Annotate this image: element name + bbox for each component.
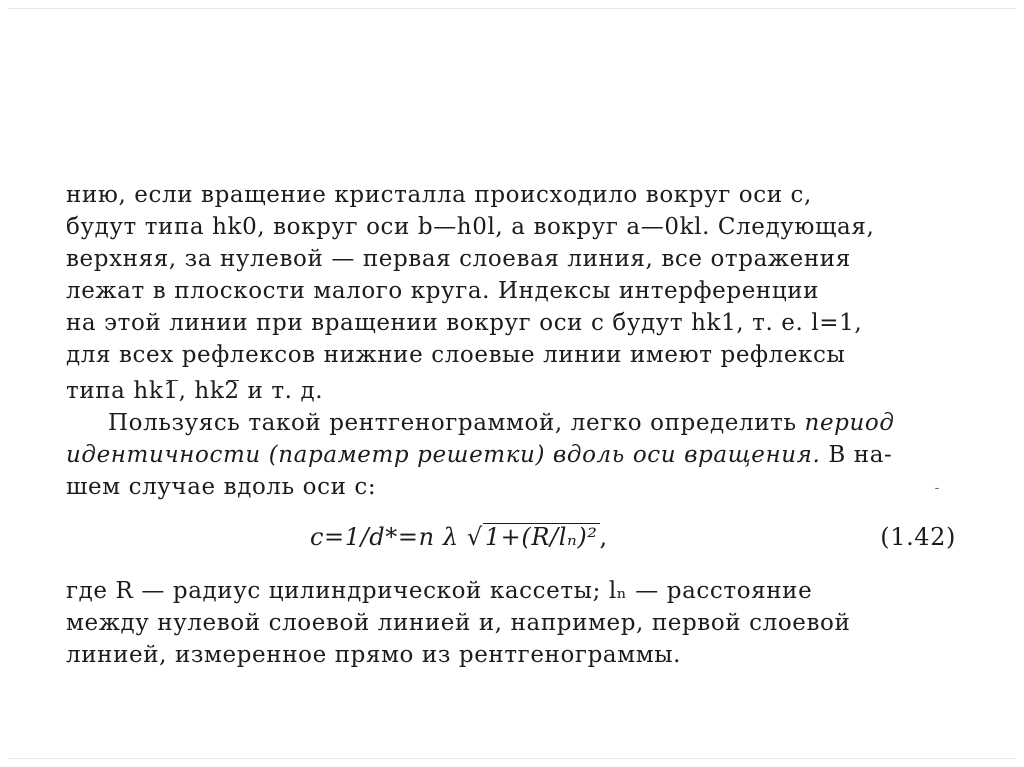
formula-end: ,	[599, 523, 608, 551]
text-line-2: будут типа hk0, вокруг оси b—h0l, а вокруг a—0kl. Следующая,	[66, 214, 875, 240]
text-line-6: для всех рефлексов нижние слоевые линии имеют рефлексы	[66, 342, 846, 368]
paragraph2-line-1	[108, 408, 895, 438]
text-line-3: верхняя, за нулевой — первая слоевая линия, все отражения	[66, 246, 851, 272]
scanned-page	[60, 180, 970, 670]
scan-speck: -	[934, 480, 940, 496]
paragraph3-line-3: линией, измеренное прямо из рентгенограммы.	[66, 642, 682, 668]
frame-bottom-line	[8, 758, 1016, 759]
paragraph2-line-1-text: Пользуясь такой рентгенограммой, легко определить	[108, 410, 805, 436]
paragraph3-line-1: где R — радиус цилиндрической кассеты; lₙ — расстояние	[66, 578, 813, 604]
text-line-1: нию, если вращение кристалла происходило вокруг оси c,	[66, 182, 812, 208]
text-line-4: лежат в плоскости малого круга. Индексы интерференции	[66, 278, 820, 304]
paragraph2-line-3: шем случае вдоль оси c:	[66, 474, 377, 500]
formula-radicand: 1+(R/lₙ)²	[484, 523, 598, 551]
text-line-5: на этой линии при вращении вокруг оси c будут hk1, т. е. l=1,	[66, 310, 863, 336]
formula-left: c=1/d*=n λ √	[310, 523, 483, 551]
paragraph2-line-2	[66, 440, 892, 470]
text-line-7: типа hk1̅, hk2̅ и т. д.	[66, 378, 324, 404]
paragraph2-term-period: период	[804, 410, 895, 436]
frame-top-line	[8, 8, 1016, 9]
paragraph3-line-2: между нулевой слоевой линией и, например, первой слоевой	[66, 610, 851, 636]
paragraph2-term-identity: идентичности (параметр решетки) вдоль оси вращения.	[66, 442, 821, 468]
formula-1-42	[310, 520, 608, 554]
equation-number: (1.42)	[880, 523, 956, 551]
paragraph2-line-2-end: В на-	[820, 442, 893, 468]
